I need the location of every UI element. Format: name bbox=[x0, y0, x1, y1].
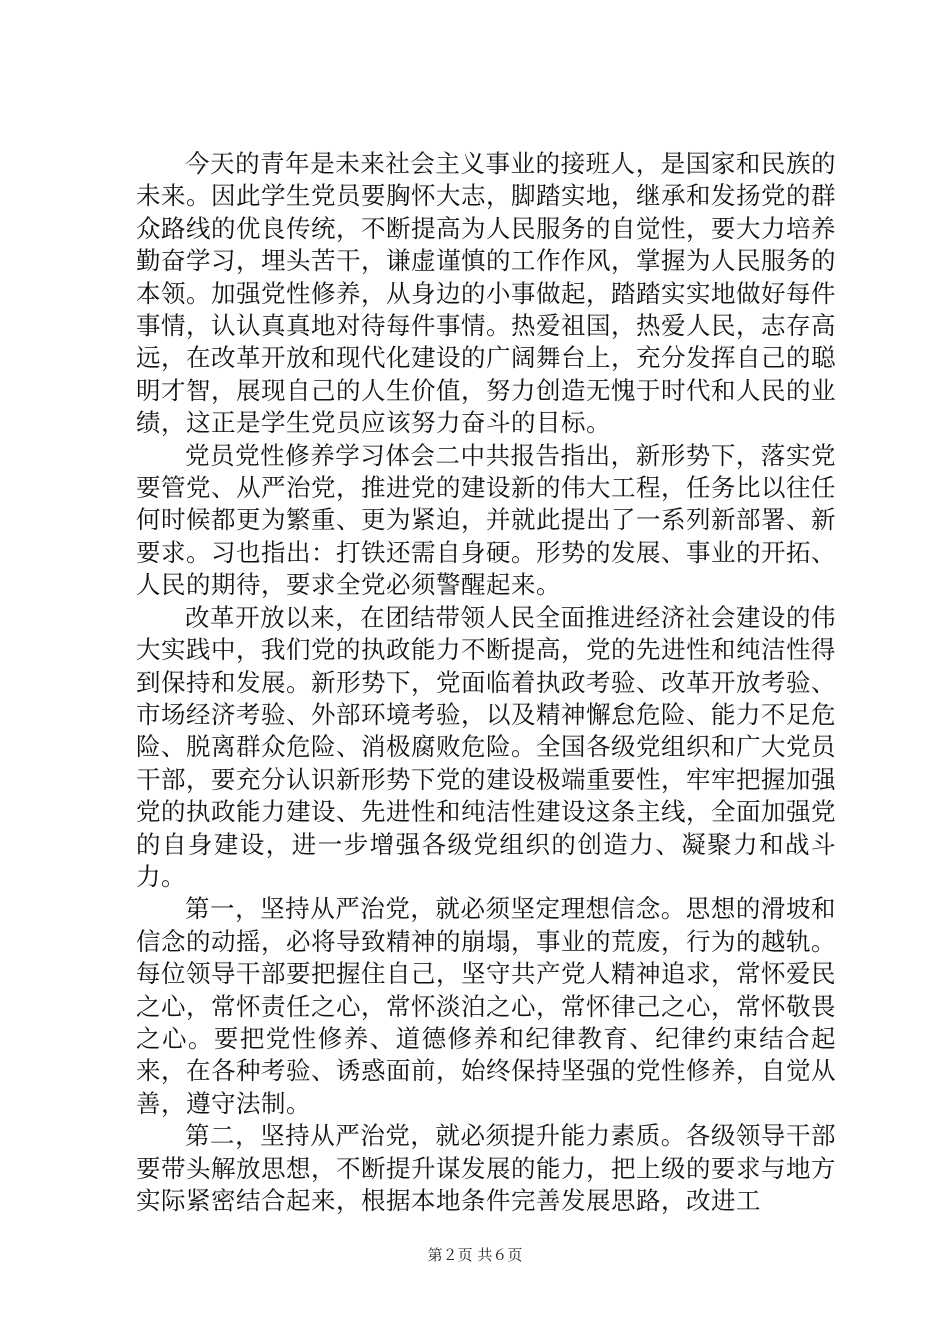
paragraph: 今天的青年是未来社会主义事业的接班人，是国家和民族的未来。因此学生党员要胸怀大志，脚踏实地，继承和发扬党的群众路线的优良传统，不断提高为人民服务的自觉性，要大力培养勤奋学习，埋头苦干，谦虚谨慎的工作作风，掌握为人民服务的本领。加强党性修养，从身边的小事做起，踏踏实实地做好每件事情，认认真真地对待每件事情。热爱祖国，热爱人民，志存高远，在改革开放和现代化建设的广阔舞台上，充分发挥自己的聪明才智，展现自己的人生价值，努力创造无愧于时代和人民的业绩，这正是学生党员应该努力奋斗的目标。 bbox=[136, 149, 836, 438]
page-number-footer: 第２页 共６页 bbox=[427, 1246, 523, 1264]
paragraph: 第一，坚持从严治党，就必须坚定理想信念。思想的滑坡和信念的动摇，必将导致精神的崩塌，事业的荒废，行为的越轨。每位领导干部要把握住自己，坚守共产党人精神追求，常怀爱民之心，常怀责任之心，常怀淡泊之心，常怀律己之心，常怀敬畏之心。要把党性修养、道德修养和纪律教育、纪律约束结合起来，在各种考验、诱惑面前，始终保持坚强的党性修养，自觉从善，遵守法制。 bbox=[136, 894, 836, 1118]
paragraph: 第二，坚持从严治党，就必须提升能力素质。各级领导干部要带头解放思想，不断提升谋发展的能力，把上级的要求与地方实际紧密结合起来，根据本地条件完善发展思路，改进工 bbox=[136, 1121, 836, 1215]
paragraph: 党员党性修养学习体会二中共报告指出，新形势下，落实党要管党、从严治党，推进党的建设新的伟大工程，任务比以往任何时候都更为繁重、更为紧迫，并就此提出了一系列新部署、新要求。习也指出：打铁还需自身硬。形势的发展、事业的开拓、人民的期待，要求全党必须警醒起来。 bbox=[136, 440, 836, 600]
document-body bbox=[136, 148, 836, 1217]
paragraph: 改革开放以来，在团结带领人民全面推进经济社会建设的伟大实践中，我们党的执政能力不断提高，党的先进性和纯洁性得到保持和发展。新形势下，党面临着执政考验、改革开放考验、市场经济考验、外部环境考验，以及精神懈怠危险、能力不足危险、脱离群众危险、消极腐败危险。全国各级党组织和广大党员干部，要充分认识新形势下党的建设极端重要性，牢牢把握加强党的执政能力建设、先进性和纯洁性建设这条主线，全面加强党的自身建设，进一步增强各级党组织的创造力、凝聚力和战斗力。 bbox=[136, 602, 836, 891]
